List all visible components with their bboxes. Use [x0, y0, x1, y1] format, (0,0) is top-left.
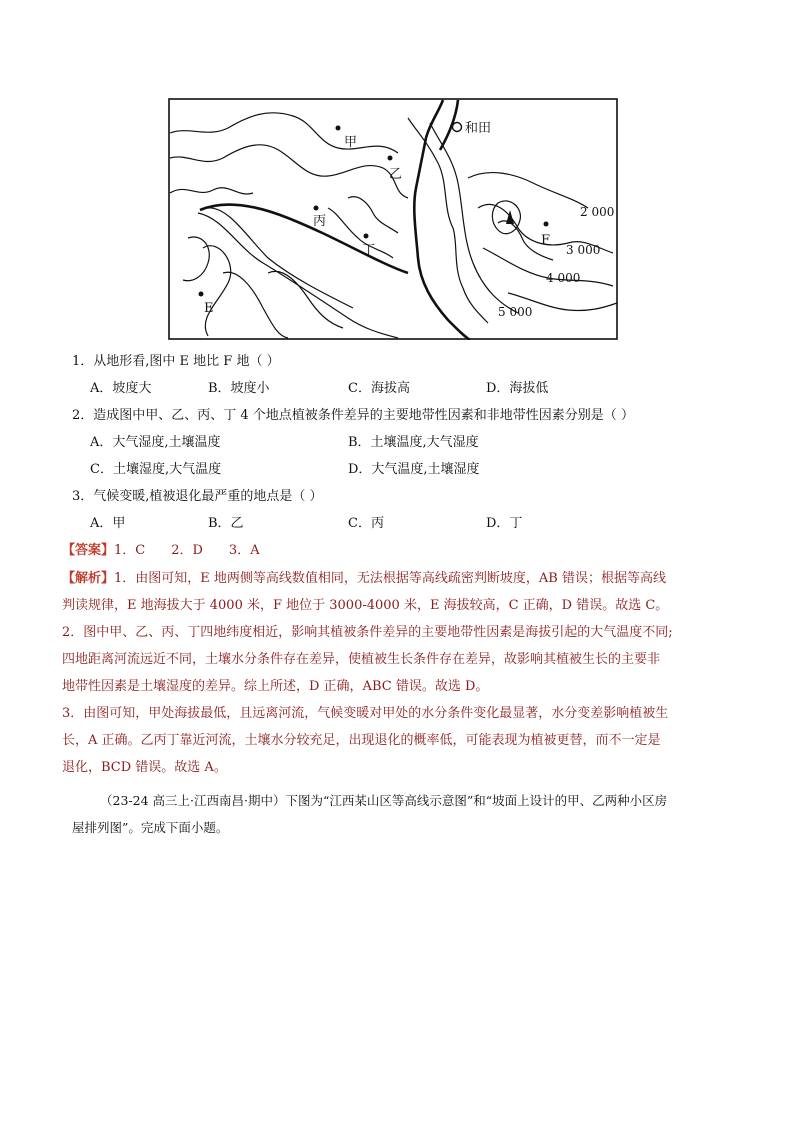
answer-line — [62, 542, 260, 560]
intro-line-1: （23-24 高三上·江西南昌·期中）下图为“江西某山区等高线示意图”和“坡面上设计的甲、乙两种小区房 — [100, 793, 668, 808]
answer-text: 1．C 2．D 3．A — [114, 543, 260, 558]
analysis-line-4: 四地距离河流远近不同，土壤水分条件存在差异，使植被生长条件存在差异，故影响其植被生长的主要非 — [62, 652, 661, 667]
label-bing: 丙 — [313, 214, 327, 229]
question-2-stem: 2．造成图中甲、乙、丙、丁 4 个地点植被条件差异的主要地带性因素和非地带性因素分别是（ ） — [72, 408, 634, 423]
contour-label-5000: 5 000 — [498, 305, 533, 319]
q2-option-c: C．土壤湿度,大气温度 — [90, 462, 222, 477]
q2-option-b: B．土壤温度,大气湿度 — [348, 435, 479, 450]
analysis-line-1: 【解析】1．由图可知，E 地两侧等高线数值相同，无法根据等高线疏密判断坡度，AB 错误；根据等高线 — [62, 571, 666, 586]
label-hetian: 和田 — [465, 121, 492, 136]
analysis-line-8: 退化，BCD 错误。故选 A。 — [62, 760, 227, 775]
q1-option-d: D．海拔低 — [486, 381, 549, 396]
label-F: F — [541, 233, 551, 248]
contour-label-4000: 4 000 — [546, 271, 581, 285]
q2-option-d: D．大气温度,土壤湿度 — [348, 462, 480, 477]
label-ding: 丁 — [362, 243, 376, 258]
q1-option-b: B．坡度小 — [208, 381, 270, 396]
analysis-line-2: 判读规律，E 地海拔大于 4000 米，F 地位于 3000-4000 米，E 海拔较高，C 正确，D 错误。故选 C。 — [62, 598, 669, 613]
label-E: E — [204, 301, 214, 316]
q2-option-a: A．大气湿度,土壤温度 — [90, 435, 221, 450]
analysis-label: 【解析】 — [62, 571, 115, 586]
question-3-stem: 3．气候变暖,植被退化最严重的地点是（ ） — [72, 489, 323, 504]
question-1-stem: 1．从地形看,图中 E 地比 F 地（ ） — [72, 354, 280, 369]
label-jia: 甲 — [344, 135, 358, 150]
analysis-line-6: 3．由图可知，甲处海拔最低，且远离河流，气候变暖对甲处的水分条件变化最显著，水分变差影响植被生 — [62, 706, 669, 721]
contour-map — [168, 98, 618, 340]
q1-option-c: C．海拔高 — [348, 381, 410, 396]
contour-label-3000: 3 000 — [566, 243, 601, 257]
answer-label: 【答案】 — [62, 543, 115, 558]
q3-option-d: D．丁 — [486, 516, 523, 531]
label-yi: 乙 — [389, 167, 403, 182]
q1-option-a: A．坡度大 — [90, 381, 152, 396]
q3-option-c: C．丙 — [348, 516, 384, 531]
hetian-marker — [453, 123, 462, 132]
q3-option-a: A．甲 — [90, 516, 126, 531]
q3-option-b: B．乙 — [208, 516, 244, 531]
analysis-line-3: 2．图中甲、乙、丙、丁四地纬度相近，影响其植被条件差异的主要地带性因素是海拔引起的大气温度不同; — [62, 625, 673, 640]
map-frame — [169, 99, 617, 339]
analysis-line-5: 地带性因素是土壤湿度的差异。综上所述，D 正确，ABC 错误。故选 D。 — [62, 679, 489, 694]
intro-line-2: 屋排列图”。完成下面小题。 — [72, 820, 229, 835]
analysis-line-7: 长，A 正确。乙丙丁靠近河流，土壤水分较充足，出现退化的概率低，可能表现为植被更替，而不一定是 — [62, 733, 661, 748]
contour-label-2000: 2 000 — [580, 205, 615, 219]
